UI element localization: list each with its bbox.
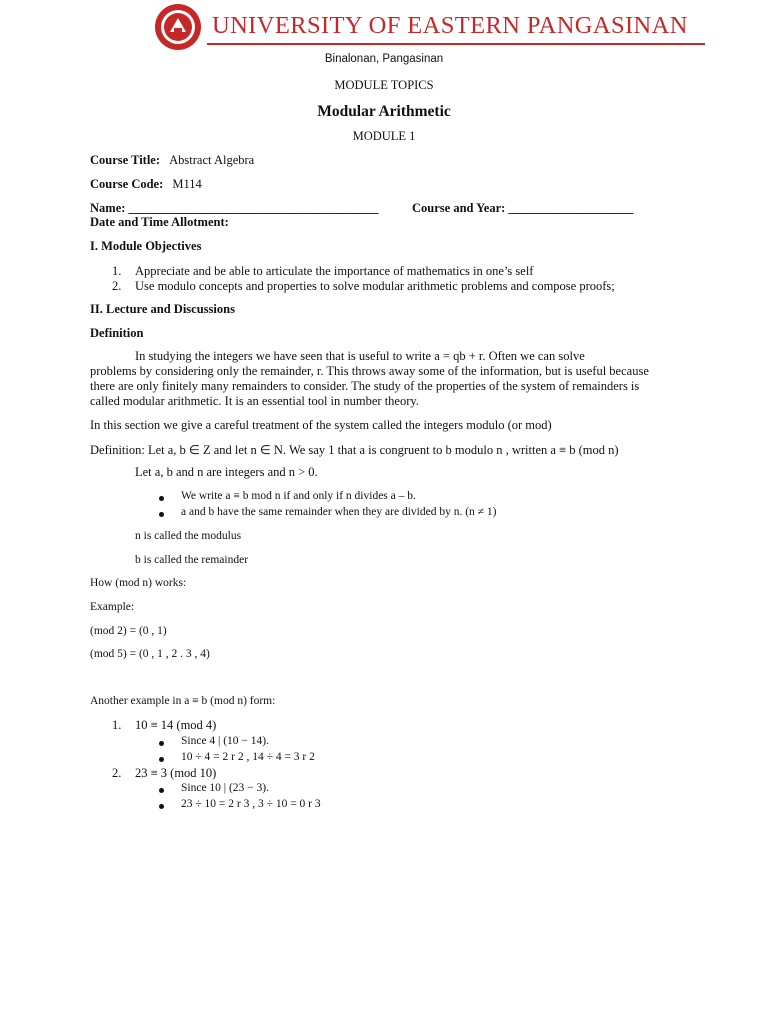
course-code-label: Course Code: bbox=[90, 177, 164, 191]
example-bullet-text: Since 10 | (23 − 3). bbox=[181, 782, 269, 794]
bullet-icon bbox=[159, 496, 164, 501]
university-name: UNIVERSITY OF EASTERN PANGASINAN bbox=[212, 12, 688, 39]
header-divider bbox=[207, 43, 705, 45]
objective-number: 2. bbox=[112, 279, 122, 293]
example-number: 2. bbox=[112, 766, 122, 780]
example-bullet-text: Since 4 | (10 − 14). bbox=[181, 735, 269, 747]
name-field-line: Name: ________________________________________ bbox=[90, 201, 379, 215]
university-location: Binalonan, Pangasinan bbox=[324, 53, 444, 65]
example-number: 1. bbox=[112, 718, 122, 732]
university-seal-logo bbox=[148, 2, 208, 52]
paragraph-first-line: In studying the integers we have seen that is useful to write a = qb + r. Often we can solve bbox=[135, 349, 585, 363]
module-topics-heading: MODULE TOPICS bbox=[334, 78, 434, 92]
example-bullet-text: 10 ÷ 4 = 2 r 2 , 14 ÷ 4 = 3 r 2 bbox=[181, 751, 315, 763]
module-number: MODULE 1 bbox=[352, 129, 416, 143]
definition-statement: Definition: Let a, b ∈ Z and let n ∈ N. We say 1 that a is congruent to b modulo n , written a ≡ b (mod n) bbox=[90, 443, 619, 457]
section-intro-paragraph: In this section we give a careful treatment of the system called the integers modulo (or mod) bbox=[90, 418, 552, 432]
bullet-text: a and b have the same remainder when they are divided by n. (n ≠ 1) bbox=[181, 506, 497, 518]
example-congruence: 23 ≡ 3 (mod 10) bbox=[135, 766, 217, 780]
paragraph-body: problems by considering only the remainder, r. This throws away some of the information, but is useful because there are only finitely many remainders to consider. The study of the properties of the system of remainders is called modular arithmetic. It is an essential tool in number theory. bbox=[90, 364, 649, 408]
bullet-icon bbox=[159, 804, 164, 809]
remainder-note: b is called the remainder bbox=[135, 554, 249, 566]
mod5-example: (mod 5) = (0 , 1 , 2 . 3 , 4) bbox=[90, 648, 210, 660]
example-label: Example: bbox=[90, 601, 135, 613]
module-title: Modular Arithmetic bbox=[317, 103, 451, 120]
course-code-row bbox=[90, 177, 202, 192]
date-time-allotment-label: Date and Time Allotment: bbox=[90, 215, 229, 229]
objective-number: 1. bbox=[112, 264, 122, 278]
course-title-label: Course Title: bbox=[90, 153, 161, 167]
bullet-icon bbox=[159, 757, 164, 762]
bullet-icon bbox=[159, 788, 164, 793]
bullet-text: We write a ≡ b mod n if and only if n divides a – b. bbox=[181, 490, 416, 502]
objective-text: Appreciate and be able to articulate the importance of mathematics in one’s self bbox=[135, 264, 534, 278]
lecture-heading: II. Lecture and Discussions bbox=[90, 302, 235, 316]
bullet-icon bbox=[159, 512, 164, 517]
course-year-field-line: Course and Year: ____________________ bbox=[412, 201, 634, 215]
how-mod-works: How (mod n) works: bbox=[90, 577, 187, 589]
example-congruence: 10 ≡ 14 (mod 4) bbox=[135, 718, 217, 732]
objective-text: Use modulo concepts and properties to solve modular arithmetic problems and compose proofs; bbox=[135, 279, 615, 293]
let-statement: Let a, b and n are integers and n > 0. bbox=[135, 465, 318, 479]
example-bullet-text: 23 ÷ 10 = 2 r 3 , 3 ÷ 10 = 0 r 3 bbox=[181, 798, 321, 810]
course-code-value: M114 bbox=[172, 177, 202, 191]
mod2-example: (mod 2) = (0 , 1) bbox=[90, 625, 167, 637]
definition-heading: Definition bbox=[90, 326, 144, 340]
objectives-heading: I. Module Objectives bbox=[90, 239, 202, 253]
modulus-note: n is called the modulus bbox=[135, 530, 242, 542]
course-title-row bbox=[90, 153, 254, 168]
course-title-value: Abstract Algebra bbox=[169, 153, 255, 167]
another-example-intro: Another example in a ≡ b (mod n) form: bbox=[90, 695, 276, 707]
bullet-icon bbox=[159, 741, 164, 746]
